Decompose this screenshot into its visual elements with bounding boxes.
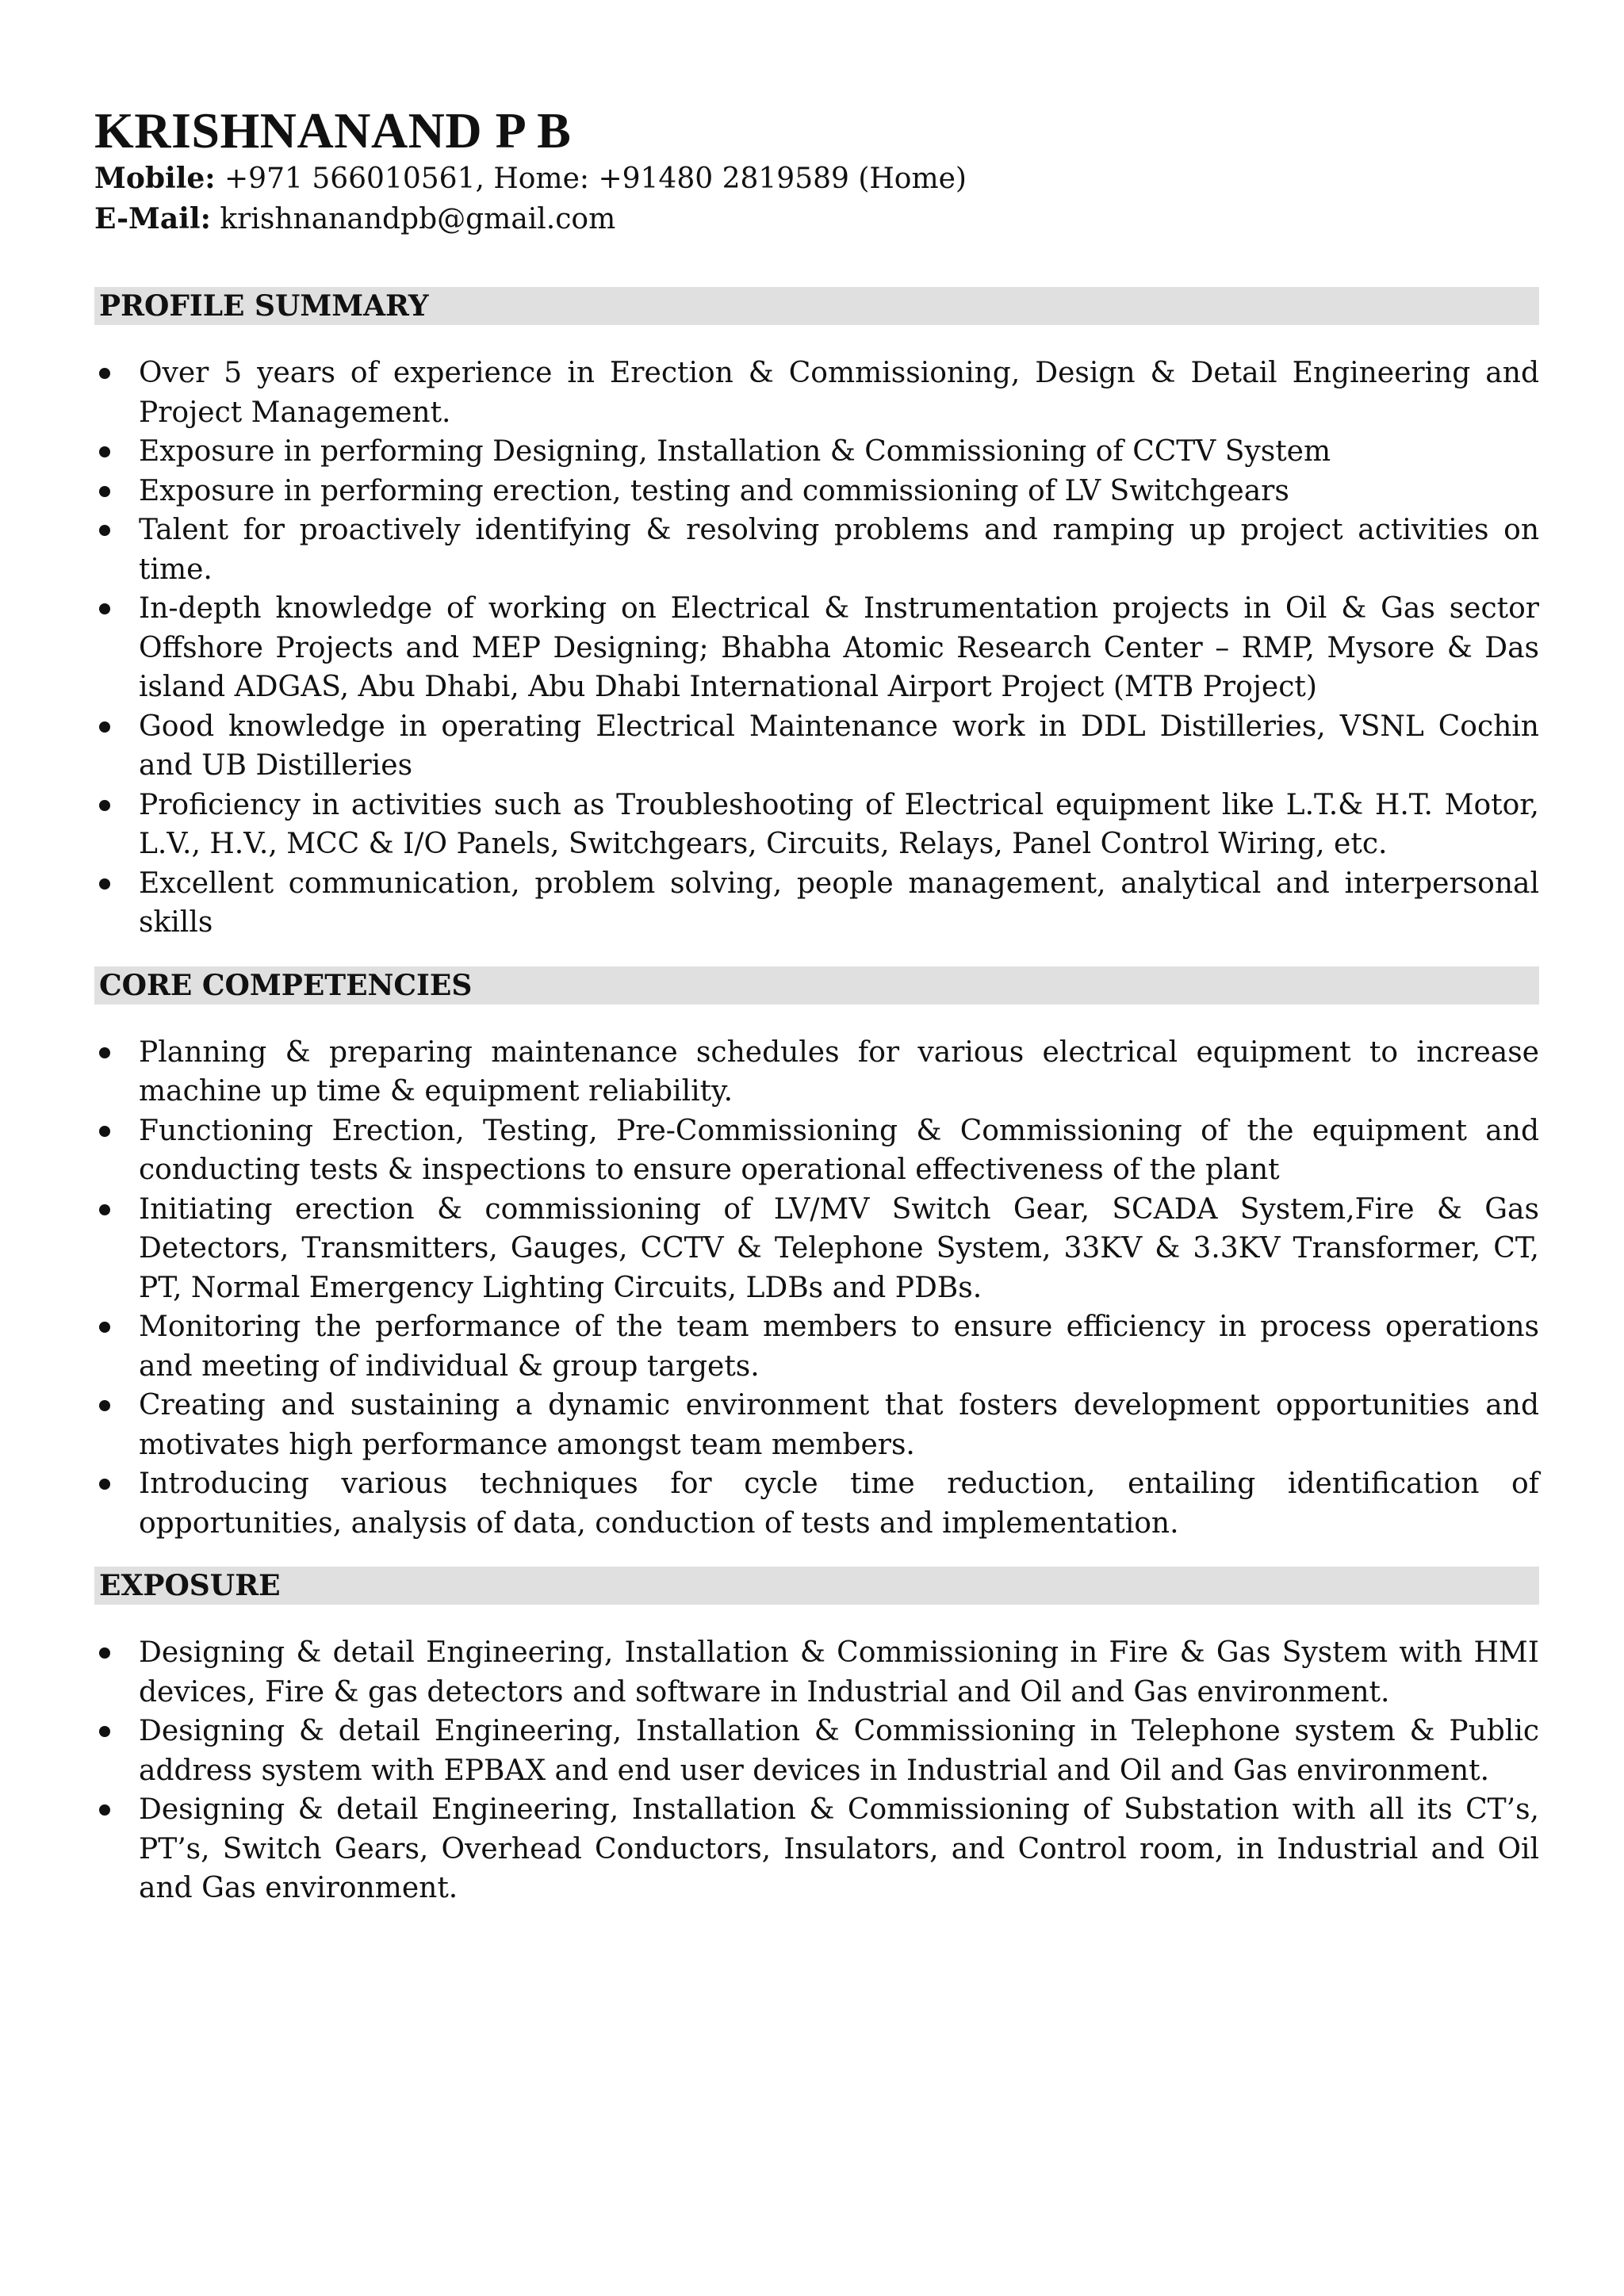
- section-header-exposure: EXPOSURE: [94, 1567, 1539, 1605]
- list-item: [94, 1190, 1539, 1308]
- list-item: [94, 1790, 1539, 1908]
- list-item-text: Initiating erection & commissioning of LV/MV Switch Gear, SCADA System,Fire & Gas Detectors, Transmitters, Gauges, CCTV & Telephone System, 33KV & 3.3KV Transformer, CT, PT, Normal Emergency Lighting Circuits, LDBs and PDBs.: [139, 1192, 1539, 1304]
- candidate-name: KRISHNANAND P B: [94, 102, 572, 159]
- list-item: [94, 1307, 1539, 1386]
- bullet-icon: [99, 486, 110, 497]
- bullet-icon: [99, 1726, 110, 1737]
- list-item-text: Designing & detail Engineering, Installation & Commissioning in Telephone system & Public address system with EPBAX and end user devices in Industrial and Oil and Gas environment.: [139, 1715, 1539, 1787]
- email-label: E-Mail:: [94, 202, 211, 235]
- exposure-list: [94, 1633, 1539, 1908]
- bullet-icon: [99, 1126, 110, 1137]
- list-item-text: Designing & detail Engineering, Installation & Commissioning in Fire & Gas System with HMI devices, Fire & gas detectors and software in Industrial and Oil and Gas environment.: [139, 1636, 1539, 1709]
- mobile-label: Mobile:: [94, 162, 216, 195]
- section-header-core-competencies: CORE COMPETENCIES: [94, 966, 1539, 1004]
- list-item-text: Creating and sustaining a dynamic environment that fosters development opportunities and motivates high performance amongst team members.: [139, 1389, 1539, 1461]
- list-item: [94, 1386, 1539, 1464]
- list-item-text: Monitoring the performance of the team members to ensure efficiency in process operations and meeting of individual & group targets.: [139, 1311, 1539, 1383]
- resume-page: [94, 103, 1539, 1908]
- core-competencies-list: [94, 1033, 1539, 1544]
- profile-summary-list: [94, 354, 1539, 943]
- email-address: krishnanandpb@gmail.com: [210, 203, 616, 235]
- list-item-text: Planning & preparing maintenance schedules for various electrical equipment to increase machine up time & equipment reliability.: [139, 1035, 1539, 1108]
- phone-numbers: +971 566010561, Home: +91480 2819589 (Home): [215, 163, 967, 195]
- list-item: [94, 472, 1539, 511]
- bullet-icon: [99, 800, 110, 811]
- bullet-icon: [99, 1322, 110, 1333]
- bullet-icon: [99, 525, 110, 536]
- list-item: [94, 589, 1539, 707]
- list-item: [94, 707, 1539, 786]
- bullet-icon: [99, 1479, 110, 1490]
- list-item: [94, 1633, 1539, 1712]
- list-item-text: Functioning Erection, Testing, Pre-Commissioning & Commissioning of the equipment and conducting tests & inspections to ensure operational effectiveness of the plant: [139, 1114, 1539, 1186]
- bullet-icon: [99, 368, 110, 379]
- list-item-text: Good knowledge in operating Electrical Maintenance work in DDL Distilleries, VSNL Cochin and UB Distilleries: [139, 710, 1539, 782]
- list-item-text: Talent for proactively identifying & resolving problems and ramping up project activities on time.: [139, 514, 1539, 586]
- section-header-profile-summary: PROFILE SUMMARY: [94, 287, 1539, 325]
- bullet-icon: [99, 1204, 110, 1215]
- bullet-icon: [99, 878, 110, 890]
- bullet-icon: [99, 1647, 110, 1659]
- list-item: [94, 1033, 1539, 1112]
- list-item: [94, 1112, 1539, 1190]
- list-item-text: Exposure in performing erection, testing and commissioning of LV Switchgears: [139, 474, 1289, 507]
- bullet-icon: [99, 1047, 110, 1058]
- list-item: [94, 1464, 1539, 1543]
- list-item: [94, 511, 1539, 589]
- list-item: [94, 864, 1539, 943]
- list-item: [94, 354, 1539, 432]
- list-item-text: Designing & detail Engineering, Installation & Commissioning of Substation with all its CT’s, PT’s, Switch Gears, Overhead Conductors, Insulators, and Control room, in Industrial and Oil and Gas environment.: [139, 1793, 1539, 1904]
- list-item-text: Excellent communication, problem solving, people management, analytical and interpersonal skills: [139, 867, 1539, 939]
- list-item: [94, 786, 1539, 864]
- list-item-text: Over 5 years of experience in Erection & Commissioning, Design & Detail Engineering and Project Management.: [139, 357, 1539, 429]
- list-item-text: Exposure in performing Designing, Installation & Commissioning of CCTV System: [139, 435, 1331, 468]
- list-item-text: In-depth knowledge of working on Electrical & Instrumentation projects in Oil & Gas sector Offshore Projects and MEP Designing; Bhabha Atomic Research Center – RMP, Mysore & Das island ADGAS, Abu Dhabi, Abu Dhabi International Airport Project (MTB Project): [139, 592, 1539, 703]
- bullet-icon: [99, 603, 110, 614]
- bullet-icon: [99, 446, 110, 457]
- bullet-icon: [99, 721, 110, 733]
- bullet-icon: [99, 1400, 110, 1411]
- bullet-icon: [99, 1804, 110, 1816]
- list-item: [94, 432, 1539, 472]
- email-line: [94, 199, 1539, 239]
- list-item: [94, 1712, 1539, 1790]
- list-item-text: Proficiency in activities such as Troubleshooting of Electrical equipment like L.T.& H.T. Motor, L.V., H.V., MCC & I/O Panels, Switchgears, Circuits, Relays, Panel Control Wiring, etc.: [139, 788, 1539, 860]
- list-item-text: Introducing various techniques for cycle time reduction, entailing identification of opportunities, analysis of data, conduction of tests and implementation.: [139, 1468, 1539, 1540]
- phone-line: [94, 159, 1539, 199]
